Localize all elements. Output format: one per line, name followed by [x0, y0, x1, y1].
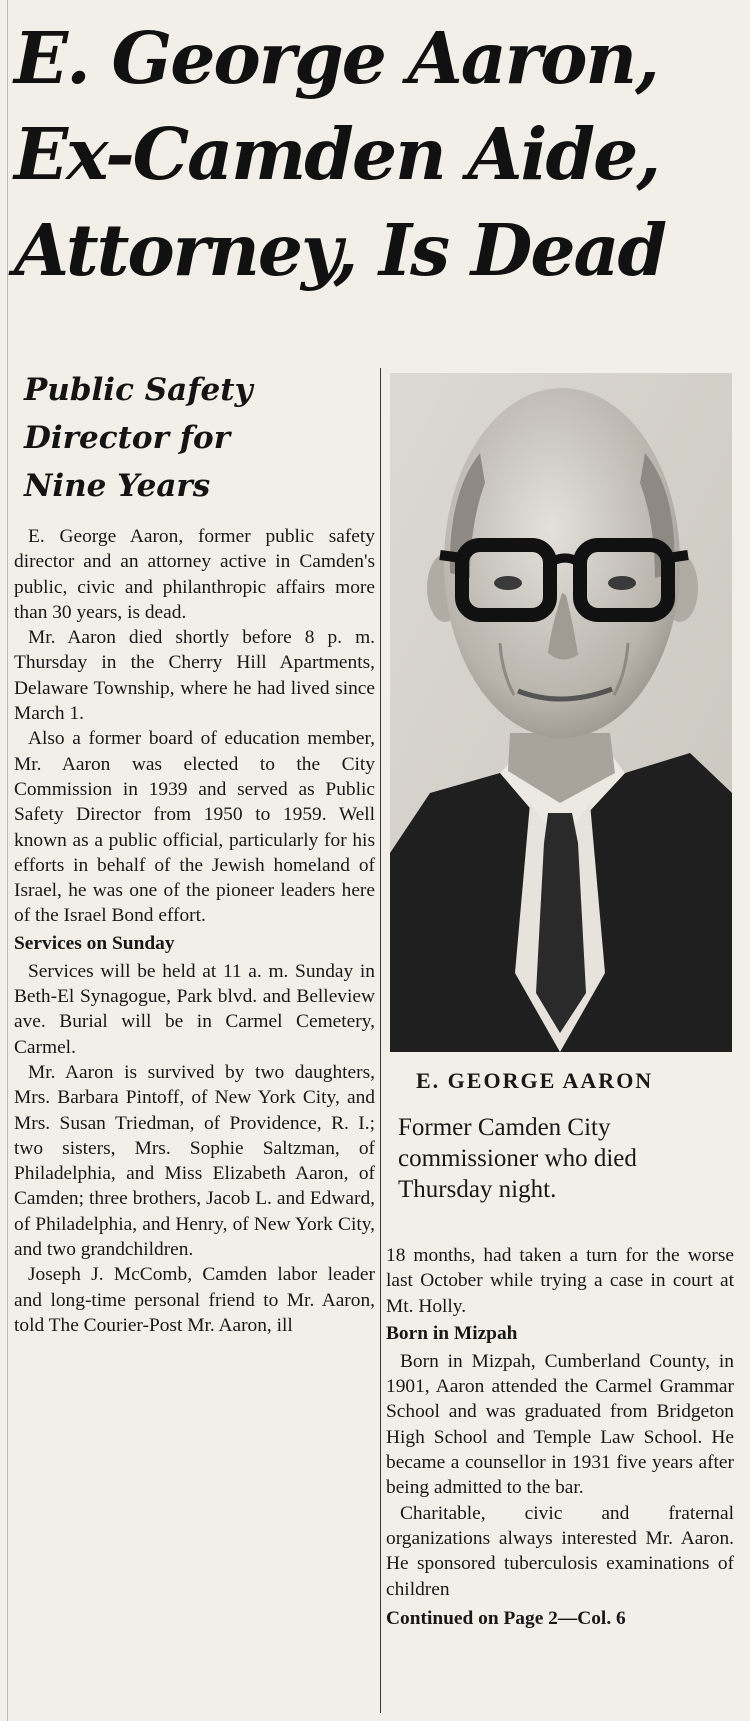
- page-edge-rule: [7, 0, 8, 1721]
- subhead-born: Born in Mizpah: [386, 1322, 518, 1344]
- paragraph-services: Services will be held at 11 a. m. Sunday in Beth-El Synagogue, Park blvd. and Belleview ave. Burial will be in Carmel Cemetery, Carmel.: [14, 960, 375, 1058]
- portrait-photo: [390, 373, 732, 1052]
- headline-line-3: Attorney, Is Dead: [14, 208, 666, 292]
- portrait-image: [390, 373, 732, 1052]
- right-column: [386, 1243, 734, 1634]
- deck-line-3: Nine Years: [24, 468, 211, 504]
- deck-line-1: Public Safety: [24, 372, 253, 408]
- subhead-services: Services on Sunday: [14, 932, 175, 954]
- photo-caption-text: Former Camden City commissioner who died Thursday night.: [398, 1114, 637, 1203]
- headline-line-2: Ex-Camden Aide,: [14, 112, 660, 196]
- article-body-right: [386, 1243, 734, 1634]
- headline-line-1: E. George Aaron,: [14, 16, 658, 100]
- left-column: [14, 366, 375, 1338]
- paragraph-illness: 18 months, had taken a turn for the worse last October while trying a case in court at Mt. Holly.: [386, 1245, 734, 1317]
- article-body-left: [14, 524, 375, 1338]
- paragraph-mccomb: Joseph J. McComb, Camden labor leader and long-time personal friend to Mr. Aaron, told The Courier-Post Mr. Aaron, ill: [14, 1264, 375, 1336]
- paragraph-charitable: Charitable, civic and fraternal organizations always interested Mr. Aaron. He sponsored tuberculosis examinations of children: [386, 1502, 734, 1600]
- paragraph-biography: Born in Mizpah, Cumberland County, in 1901, Aaron attended the Carmel Grammar School and was graduated from Bridgeton High School and Temple Law School. He became a counsellor in 1931 five years after being admitted to the bar.: [386, 1350, 734, 1499]
- deck-headline: [24, 366, 375, 510]
- paragraph-career: Also a former board of education member, Mr. Aaron was elected to the City Commission in 1939 and served as Public Safety Director from 1950 to 1959. Well known as a public official, particularly for his efforts in behalf of the Jewish homeland of Israel, he was one of the pioneer leaders here of the Israel Bond effort.: [14, 728, 375, 927]
- photo-caption-name: E. GEORGE AARON: [416, 1068, 654, 1093]
- headline: [14, 10, 744, 298]
- paragraph-survivors: Mr. Aaron is survived by two daughters, Mrs. Barbara Pintoff, of New York City, and Mrs. Susan Triedman, of Providence, R. I.; two sisters, Mrs. Sophie Saltzman, of Philadelphia, and Miss Elizabeth Aaron, of Camden; three brothers, Jacob L. and Edward, of Philadelphia, and Henry, of New York City, and two grandchildren.: [14, 1061, 375, 1261]
- deck-line-2: Director for: [24, 420, 231, 456]
- paragraph-death: Mr. Aaron died shortly before 8 p. m. Thursday in the Cherry Hill Apartments, Delaware Township, where he had lived since March 1.: [14, 627, 375, 725]
- column-divider: [380, 368, 381, 1713]
- paragraph-lead: E. George Aaron, former public safety director and an attorney active in Camden's public, civic and philanthropic affairs more than 30 years, is dead.: [14, 526, 375, 623]
- continued-link[interactable]: Continued on Page 2—Col. 6: [386, 1607, 626, 1629]
